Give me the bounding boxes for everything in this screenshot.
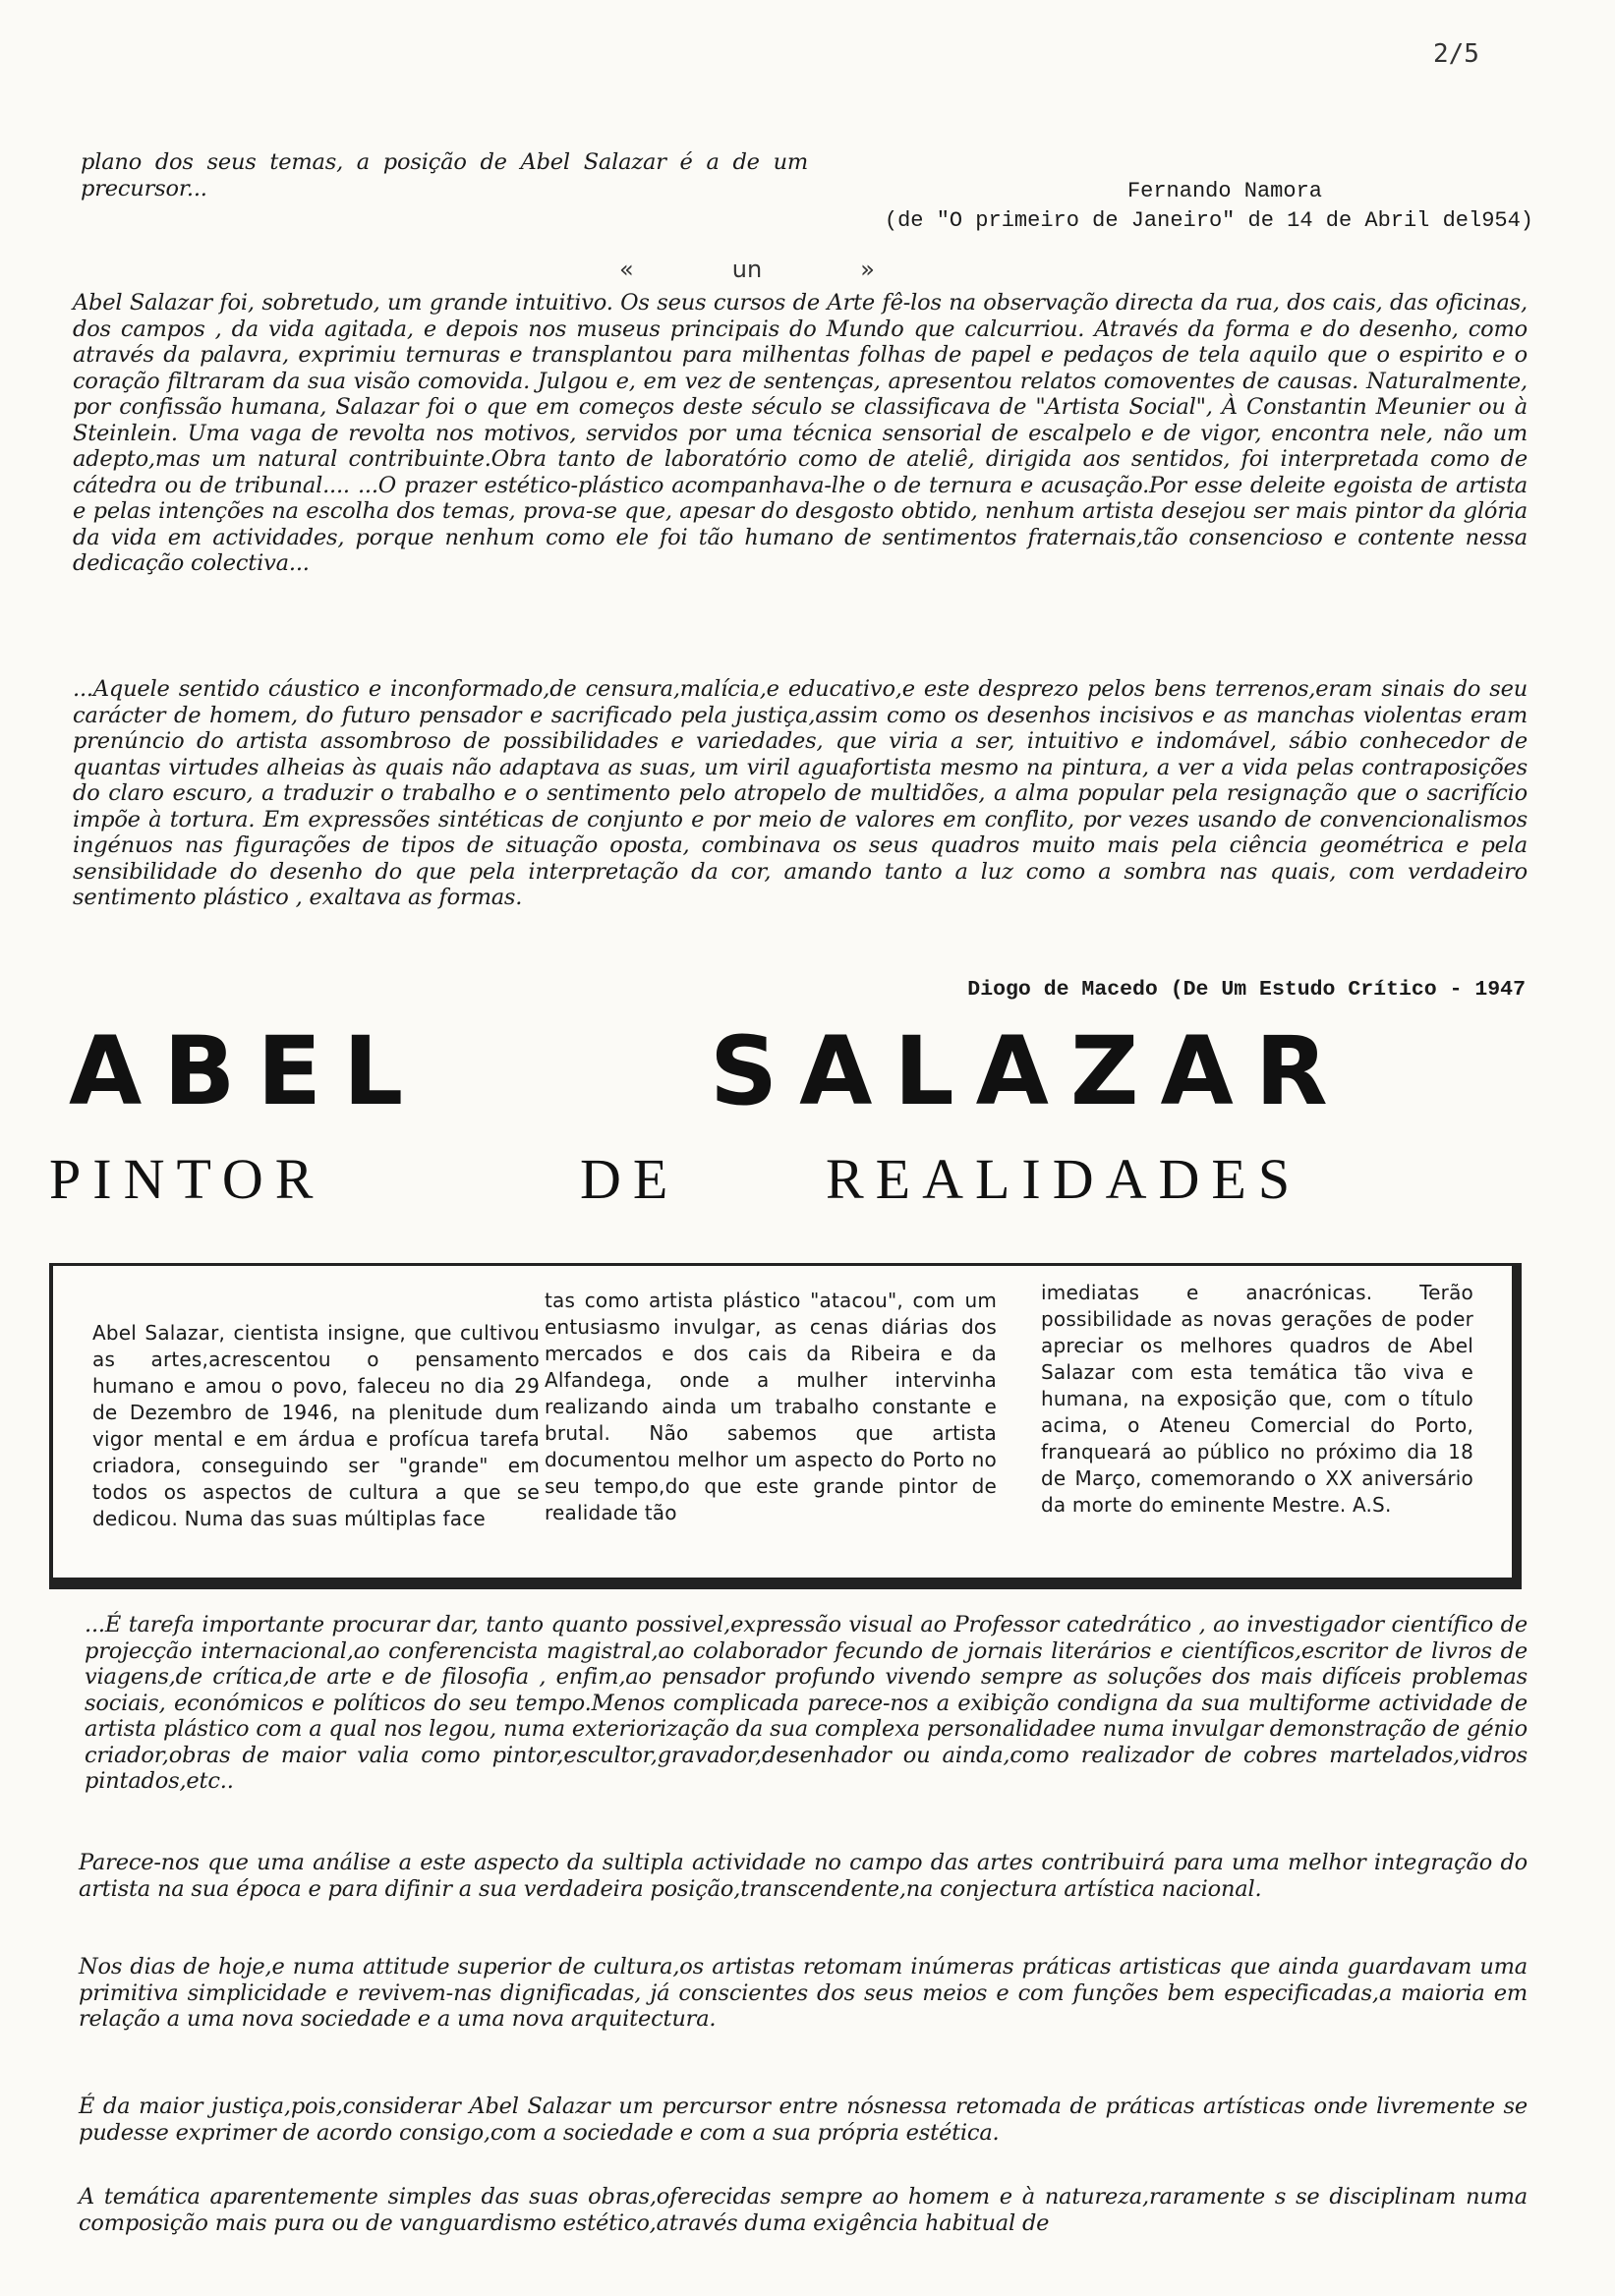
separator-right: »	[860, 256, 875, 283]
subheadline-word-3: REALIDADES	[826, 1147, 1302, 1211]
section-separator	[619, 256, 875, 283]
namora-source: (de "O primeiro de Janeiro" de 14 de Abril del954)	[884, 208, 1533, 233]
namora-author: Fernando Namora	[1126, 179, 1322, 203]
quote-paragraph-1: Abel Salazar foi, sobretudo, um grande intuitivo. Os seus cursos de Arte fê-los na observação directa da rua, dos cais, das oficinas, dos campos , da vida agitada, e depois nos museus principais do Mundo que calcurriou. Através da forma e do desenho, como através da palavra, exprimiu ternuras e transplantou para milhentas folhas de papel e pedaços de tela aquilo que o espirito e o coração filtraram da sua visão comovida. Julgou e, em vez de sentenças, apresentou relatos comoventes de causas. Naturalmente, por confissão humana, Salazar foi o que em começos deste século se classificava de "Artista Social", À Constantin Meunier ou à Steinlein. Uma vaga de revolta nos motivos, servidos por uma técnica sensorial de escalpelo e de vigor, encontra nele, não um adepto,mas um natural contribuinte.Obra tanto de laboratório como de ateliê, dirigida aos sentidos, foi interpretada como de cátedra ou de tribunal.... ...O prazer estético-plástico acompanhava-lhe o de ternura e acusação.Por esse deleite egoista de artista e pelas intenções na escolha dos temas, prova-se que, apesar do desgosto obtido, nenhum artista desejou ser mais pintor da glória da vida em actividades, porque nenhum como ele foi tão humano de sentimentos fraternais,tão consencioso e contente nessa dedicação colectiva...	[73, 290, 1528, 576]
box-column-1: Abel Salazar, cientista insigne, que cultivou as artes,acrescentou o pensamento humano e amou o povo, faleceu no dia 29 de Dezembro de 1946, na plenitude dum vigor mental e em árdua e profícua tarefa criadora, conseguindo ser "grande" em todos os aspectos de cultura a que se dedicou. Numa das suas múltiplas face	[92, 1321, 540, 1530]
body-paragraph-5: A temática aparentemente simples das suas obras,oferecidas sempre ao homem e à natureza,raramente s se disciplinam numa composição mais pura ou de vanguardismo estético,através duma exigência habitual de	[79, 2184, 1528, 2236]
page-number: 2/5	[1433, 39, 1479, 69]
body-paragraph-3: Nos dias de hoje,e numa attitude superior de cultura,os artistas retomam inúmeras práticas artisticas que ainda guardavam uma primitiva simplicidade e revivem-nas dignificadas, já conscientes dos seus meios e com funções bem especificadas,a maioria em relação a uma nova sociedade e a uma nova arquitectura.	[79, 1954, 1528, 2032]
body-paragraph-4: É da maior justiça,pois,considerar Abel Salazar um percursor entre nósnessa retomada de práticas artísticas onde livremente se pudesse exprimer de acordo consigo,com a sociedade e com a sua própria estética.	[79, 2094, 1528, 2146]
headline-word-1: ABEL	[69, 1016, 426, 1126]
announcement-box	[49, 1263, 1522, 1589]
headline	[69, 1017, 1543, 1165]
intro-text: plano dos seus temas, a posição de Abel Salazar é a de um precursor...	[81, 149, 808, 201]
separator-left: «	[619, 256, 634, 283]
box-column-3: imediatas e anacrónicas. Terão possibilidade as novas gerações de poder apreciar os melhores quadros de Abel Salazar com esta temática tão viva e humana, na exposição que, com o título acima, o Ateneu Comercial do Porto, franqueará ao público no próximo dia 18 de Março, comemorando o XX aniversário da morte do eminente Mestre. A.S.	[1041, 1281, 1473, 1517]
box-column-2: tas como artista plástico "atacou", com um entusiasmo invulgar, as cenas diárias dos mercados e dos cais da Ribeira e da Alfandega, onde a mulher intervinha realizando ainda um trabalho constante e brutal. Não sabemos que artista documentou melhor um aspecto do Porto no seu tempo,do que este grande pintor de realidade tão	[545, 1289, 997, 1524]
body-paragraph-1: ...É tarefa importante procurar dar, tanto quanto possivel,expressão visual ao Professor catedrático , ao investigador científico de projecção internacional,ao conferencista magistral,ao colaborador fecundo de jornais literários e científicos,escritor de livros de viagens,de crítica,de arte e de filosofia , enfim,ao pensador profundo vivendo sempre as soluções dos mais difíceis problemas sociais, económicos e políticos do seu tempo.Menos complicada parece-nos a exibição condigna da sua multiforme actividade de artista plástico com a qual nos legou, numa exteriorização da sua complexa personalidadee numa invulgar demonstração de génio criador,obras de maior valia como pintor,escultor,gravador,desenhador ou ainda,como realizador de cobres martelados,vidros pintados,etc..	[85, 1612, 1528, 1794]
macedo-attribution: Diogo de Macedo (De Um Estudo Crítico - 1947	[967, 978, 1526, 1002]
subheadline	[49, 1147, 1524, 1219]
quote-paragraph-2: ...Aquele sentido cáustico e inconformado,de censura,malícia,e educativo,e este desprezo pelos bens terrenos,eram sinais do seu carácter de homem, do futuro pensador e sacrificado pela justiça,assim como os desenhos incisivos e as manchas violentas eram prenúncio do artista assombroso de possibilidades e variedades, que viria a ser, intuitivo e indomável, sábio conhecedor de quantas virtudes alheias às quais não adaptava as suas, um viril aguafortista mesmo na pintura, a ver a vida pelas contraposições do claro escuro, a traduzir o trabalho e o sentimento pelo atropelo de multidões, a alma popular pela resignação que o sacrifício impõe à tortura. Em expressões sintéticas de conjunto e por meio de valores em conflito, por vezes usando de convencionalismos ingénuos nas figurações de tipos de situação oposta, combinava os seus quadros muito mais pela ciência geométrica e pela sensibilidade do desenho do que pela interpretação da cor, amando tanto a luz como a sombra nas quais, com verdadeiro sentimento plástico , exaltava as formas.	[73, 676, 1528, 910]
separator-mid: un	[731, 256, 763, 283]
headline-word-2: SALAZAR	[710, 1016, 1350, 1126]
body-paragraph-2: Parece-nos que uma análise a este aspecto da sultipla actividade no campo das artes contribuirá para uma melhor integração do artista na sua época e para difinir a sua verdadeira posição,transcendente,na conjectura artística nacional.	[79, 1850, 1528, 1902]
subheadline-word-2: DE	[580, 1147, 680, 1211]
subheadline-word-1: PINTOR	[49, 1147, 325, 1211]
namora-attribution	[806, 177, 1533, 236]
